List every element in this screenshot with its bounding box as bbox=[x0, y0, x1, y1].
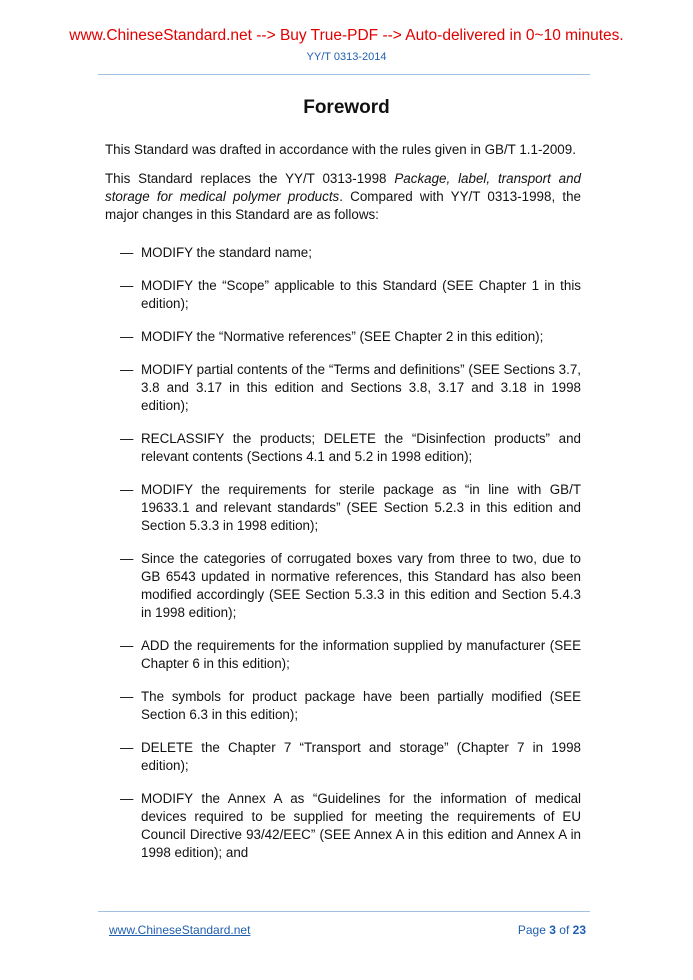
dash-bullet: — bbox=[120, 329, 134, 344]
list-item-text: RECLASSIFY the products; DELETE the “Disinfection products” and relevant contents (Sections 4.1 and 5.2 in 1998 edition); bbox=[141, 431, 581, 464]
list-item-text: MODIFY the requirements for sterile package as “in line with GB/T 19633.1 and relevant standards” (SEE Section 5.2.3 in this edition and Section 5.3.3 in 1998 edition); bbox=[141, 482, 581, 533]
intro-paragraph-1: This Standard was drafted in accordance with the rules given in GB/T 1.1-2009. bbox=[105, 142, 576, 157]
dash-bullet: — bbox=[120, 791, 134, 806]
list-item bbox=[105, 430, 581, 466]
list-item-text: MODIFY the Annex A as “Guidelines for the information of medical devices required to be supplied for meeting the requirements of EU Council Directive 93/42/EEC” (SEE Annex A in this edition and Annex A in 1998 edition); and bbox=[141, 791, 581, 860]
list-item-text: ADD the requirements for the information supplied by manufacturer (SEE Chapter 6 in this edition); bbox=[141, 638, 581, 671]
list-item bbox=[105, 790, 581, 862]
dash-bullet: — bbox=[120, 740, 134, 755]
list-item bbox=[105, 361, 581, 415]
replaced-standard-title: Package, label, transport and storage for medical polymer products bbox=[105, 171, 581, 204]
list-item bbox=[105, 328, 581, 346]
list-item-text: The symbols for product package have been partially modified (SEE Section 6.3 in this edition); bbox=[141, 689, 581, 722]
header-divider bbox=[98, 74, 590, 75]
list-item-text: MODIFY partial contents of the “Terms and definitions” (SEE Sections 3.7, 3.8 and 3.17 in this edition and Sections 3.8, 3.17 and 3.18 in 1998 edition); bbox=[141, 362, 581, 413]
intro-p2-after: . Compared with YY/T 0313-1998, the major changes in this Standard are as follows: bbox=[105, 189, 581, 222]
dash-bullet: — bbox=[120, 551, 134, 566]
intro-p2-before: This Standard replaces the YY/T 0313-1998 bbox=[105, 171, 395, 186]
page-title: Foreword bbox=[303, 97, 390, 118]
document-body bbox=[105, 141, 581, 877]
list-item bbox=[105, 277, 581, 313]
list-item bbox=[105, 550, 581, 622]
dash-bullet: — bbox=[120, 689, 134, 704]
list-item bbox=[105, 637, 581, 673]
list-item-text: DELETE the Chapter 7 “Transport and storage” (Chapter 7 in 1998 edition); bbox=[141, 740, 581, 773]
page-total: 23 bbox=[572, 923, 586, 937]
page-label: Page bbox=[517, 923, 546, 937]
page-number bbox=[518, 922, 586, 938]
dash-bullet: — bbox=[120, 482, 134, 497]
document-code: YY/T 0313-2014 bbox=[306, 51, 387, 63]
footer-site-link[interactable]: www.ChineseStandard.net bbox=[109, 923, 251, 937]
list-item-text: Since the categories of corrugated boxes vary from three to two, due to GB 6543 updated in normative references, this Standard has also been modified accordingly (SEE Section 5.3.3 in this edition and Section 5.4.3 in 1998 edition); bbox=[141, 551, 581, 620]
list-item-text: MODIFY the “Normative references” (SEE Chapter 2 in this edition); bbox=[141, 329, 544, 344]
page-current: 3 bbox=[549, 923, 556, 937]
list-item bbox=[105, 739, 581, 775]
dash-bullet: — bbox=[120, 278, 134, 293]
dash-bullet: — bbox=[120, 362, 134, 377]
page-of: of bbox=[559, 923, 570, 937]
dash-bullet: — bbox=[120, 245, 134, 260]
list-item bbox=[105, 688, 581, 724]
list-item-text: MODIFY the standard name; bbox=[141, 245, 312, 260]
changes-list bbox=[105, 244, 581, 862]
list-item bbox=[105, 244, 581, 262]
dash-bullet: — bbox=[120, 431, 134, 446]
footer-divider bbox=[98, 911, 590, 912]
top-banner-link[interactable]: www.ChineseStandard.net --> Buy True-PDF --> Auto-delivered in 0~10 minutes. bbox=[69, 27, 624, 44]
dash-bullet: — bbox=[120, 638, 134, 653]
list-item-text: MODIFY the “Scope” applicable to this Standard (SEE Chapter 1 in this edition); bbox=[141, 278, 581, 311]
intro-paragraph-2 bbox=[105, 170, 581, 224]
list-item bbox=[105, 481, 581, 535]
